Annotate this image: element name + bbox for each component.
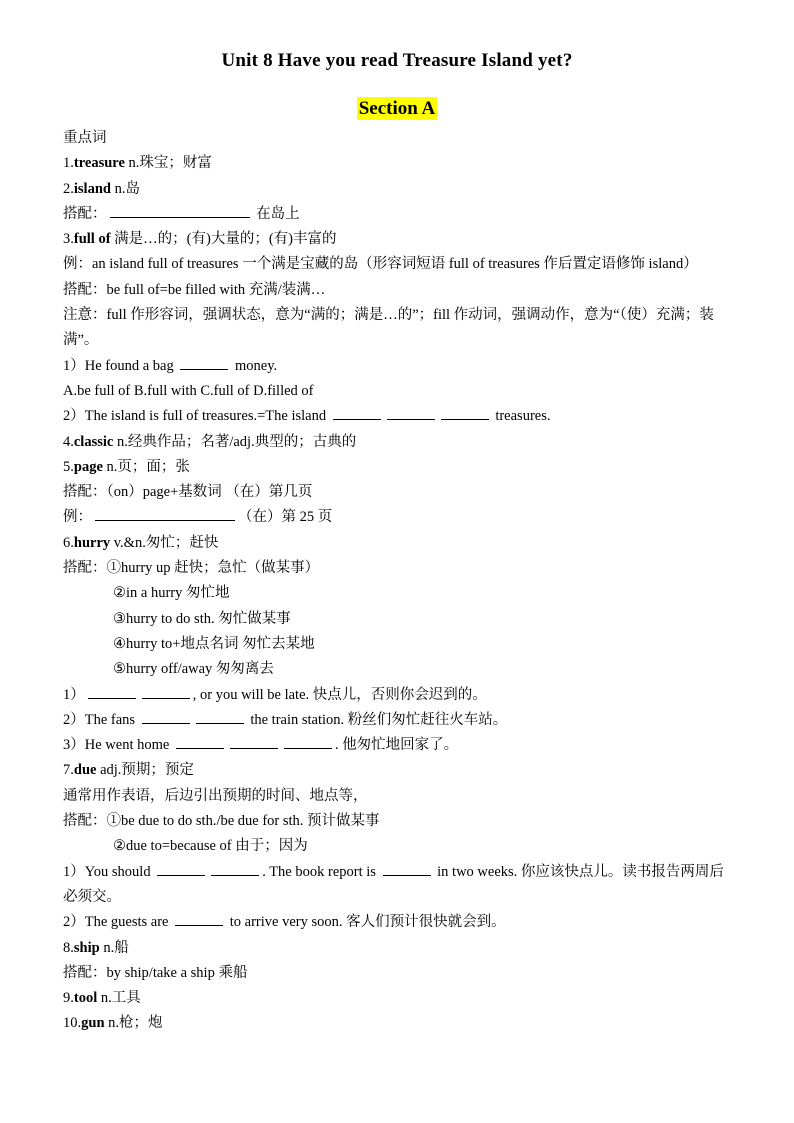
exercise-text: the train station. 粉丝们匆忙赶往火车站。 xyxy=(246,711,508,728)
collocation-line: 搭配：（on）page+基数词 （在）第几页 xyxy=(63,484,313,501)
answer-blank[interactable] xyxy=(176,734,224,749)
answer-blank[interactable] xyxy=(196,709,244,724)
exercise-text: 2）The fans xyxy=(63,711,139,728)
section-label: Section A xyxy=(358,98,436,119)
example-line: 例：an island full of treasures 一个满是宝藏的岛（形容词短语 full of treasures 作后置定语修饰 island） xyxy=(63,256,698,273)
vocab-definition: 满是…的；(有)大量的；(有)丰富的 xyxy=(110,231,337,248)
vocab-word: hurry xyxy=(73,534,111,551)
example-line xyxy=(63,505,727,530)
answer-blank[interactable] xyxy=(387,405,435,420)
answer-blank[interactable] xyxy=(157,861,205,876)
answer-blank[interactable] xyxy=(88,684,136,699)
vocab-word: tool xyxy=(73,990,98,1007)
exercise-line xyxy=(63,708,727,733)
exercise-text: 2）The island is full of treasures.=The island xyxy=(63,408,330,425)
answer-blank[interactable] xyxy=(95,506,235,521)
collocation-item: ④hurry to+地点名词 匆忙去某地 xyxy=(113,635,315,652)
exercise-line xyxy=(63,910,727,935)
item-number: 9. xyxy=(63,990,74,1007)
exercise-line xyxy=(63,404,727,429)
collocation-label: 搭配： xyxy=(63,560,107,577)
exercise-text: . The book report is xyxy=(262,863,380,880)
vocab-definition: n.枪；炮 xyxy=(104,1015,163,1032)
vocab-item-ship xyxy=(63,936,727,961)
exercise-text: in two weeks. 你应该快点儿。读书报告两周后必须交。 xyxy=(63,863,724,905)
vocab-word: treasure xyxy=(73,155,125,172)
exercise-options: A.be full of B.full with C.full of D.filled of xyxy=(63,382,314,399)
vocab-word: full of xyxy=(73,231,111,248)
exercise-line xyxy=(63,860,727,911)
exercise-line xyxy=(63,733,727,758)
example-label: 例： xyxy=(63,509,92,526)
vocab-item-hurry xyxy=(63,531,727,556)
collocation-line xyxy=(63,809,727,834)
exercise-text: 1）He found a bag xyxy=(63,357,178,374)
vocab-definition: n.页；面；张 xyxy=(102,458,190,475)
collocation-line xyxy=(63,202,727,227)
vocab-word: gun xyxy=(81,1015,105,1032)
item-number: 4. xyxy=(63,433,74,450)
usage-note: 通常用作表语，后边引出预期的时间、地点等， xyxy=(63,787,368,804)
exercise-text: . 他匆忙地回家了。 xyxy=(334,737,459,754)
vocab-item-due xyxy=(63,758,727,783)
exercise-line xyxy=(63,354,727,379)
exercise-text: money. xyxy=(231,357,278,374)
vocab-definition: n.珠宝；财富 xyxy=(124,155,212,172)
answer-blank[interactable] xyxy=(333,405,381,420)
vocab-definition: adj.预期；预定 xyxy=(96,762,194,779)
item-number: 6. xyxy=(63,534,74,551)
exercise-text: 3）He went home xyxy=(63,737,173,754)
usage-note: 注意：full 作形容词，强调状态，意为“满的；满是…的”；fill 作动词，强调动作，意为“（使）充满；装满”。 xyxy=(63,307,714,349)
collocation-line xyxy=(63,556,727,581)
vocab-definition: v.&n.匆忙；赶快 xyxy=(110,534,219,551)
collocation-item: ⑤hurry off/away 匆匆离去 xyxy=(113,661,274,678)
vocab-item-treasure xyxy=(63,151,727,176)
page-title: Unit 8 Have you read Treasure Island yet? xyxy=(221,50,573,71)
answer-blank[interactable] xyxy=(211,861,259,876)
collocation-item: ①hurry up 赶快；急忙（做某事） xyxy=(106,560,320,577)
answer-blank[interactable] xyxy=(175,911,223,926)
item-number: 2. xyxy=(63,180,74,197)
vocab-word: page xyxy=(73,458,103,475)
section-heading xyxy=(0,98,794,120)
item-number: 7. xyxy=(63,762,74,779)
collocation-line: 搭配：by ship/take a ship 乘船 xyxy=(63,964,248,981)
exercise-text: , or you will be late. 快点儿，否则你会迟到的。 xyxy=(192,686,487,703)
collocation-item: ①be due to do sth./be due for sth. 预计做某事 xyxy=(106,813,380,830)
exercise-text: treasures. xyxy=(491,408,551,425)
vocab-word: ship xyxy=(73,939,100,956)
vocab-item-page xyxy=(63,455,727,480)
exercise-text: 1）You should xyxy=(63,863,155,880)
answer-blank[interactable] xyxy=(110,203,250,218)
vocab-item-island xyxy=(63,177,727,202)
example-meaning: （在）第 25 页 xyxy=(238,509,333,526)
answer-blank[interactable] xyxy=(230,734,278,749)
exercise-text: to arrive very soon. 客人们预计很快就会到。 xyxy=(226,914,506,931)
collocation-item: ②due to=because of 由于；因为 xyxy=(113,838,308,855)
collocation-item: ②in a hurry 匆忙地 xyxy=(113,585,230,602)
vocab-word: classic xyxy=(73,433,114,450)
answer-blank[interactable] xyxy=(284,734,332,749)
item-number: 10. xyxy=(63,1015,82,1032)
vocab-definition: n.经典作品；名著/adj.典型的；古典的 xyxy=(113,433,357,450)
vocab-item-classic xyxy=(63,430,727,455)
answer-blank[interactable] xyxy=(441,405,489,420)
collocation-label: 搭配： xyxy=(63,205,107,222)
vocab-definition: n.岛 xyxy=(110,180,140,197)
vocabulary-content xyxy=(63,126,727,1037)
vocab-word: due xyxy=(73,762,97,779)
vocab-item-full-of xyxy=(63,227,727,252)
item-number: 1. xyxy=(63,155,74,172)
key-words-heading: 重点词 xyxy=(63,130,107,146)
exercise-text: 1） xyxy=(63,686,85,703)
vocab-item-gun xyxy=(63,1011,727,1036)
item-number: 5. xyxy=(63,458,74,475)
answer-blank[interactable] xyxy=(180,355,228,370)
vocab-definition: n.工具 xyxy=(97,990,141,1007)
collocation-item: ③hurry to do sth. 匆忙做某事 xyxy=(113,610,291,627)
item-number: 8. xyxy=(63,939,74,956)
exercise-line xyxy=(63,683,727,708)
answer-blank[interactable] xyxy=(142,684,190,699)
vocab-definition: n.船 xyxy=(99,939,129,956)
collocation-meaning: 在岛上 xyxy=(252,205,300,222)
answer-blank[interactable] xyxy=(142,709,190,724)
collocation-line: 搭配：be full of=be filled with 充满/装满… xyxy=(63,281,326,298)
vocab-word: island xyxy=(73,180,111,197)
exercise-text: 2）The guests are xyxy=(63,914,173,931)
item-number: 3. xyxy=(63,231,74,248)
collocation-label: 搭配： xyxy=(63,813,107,830)
vocab-item-tool xyxy=(63,986,727,1011)
answer-blank[interactable] xyxy=(383,861,431,876)
